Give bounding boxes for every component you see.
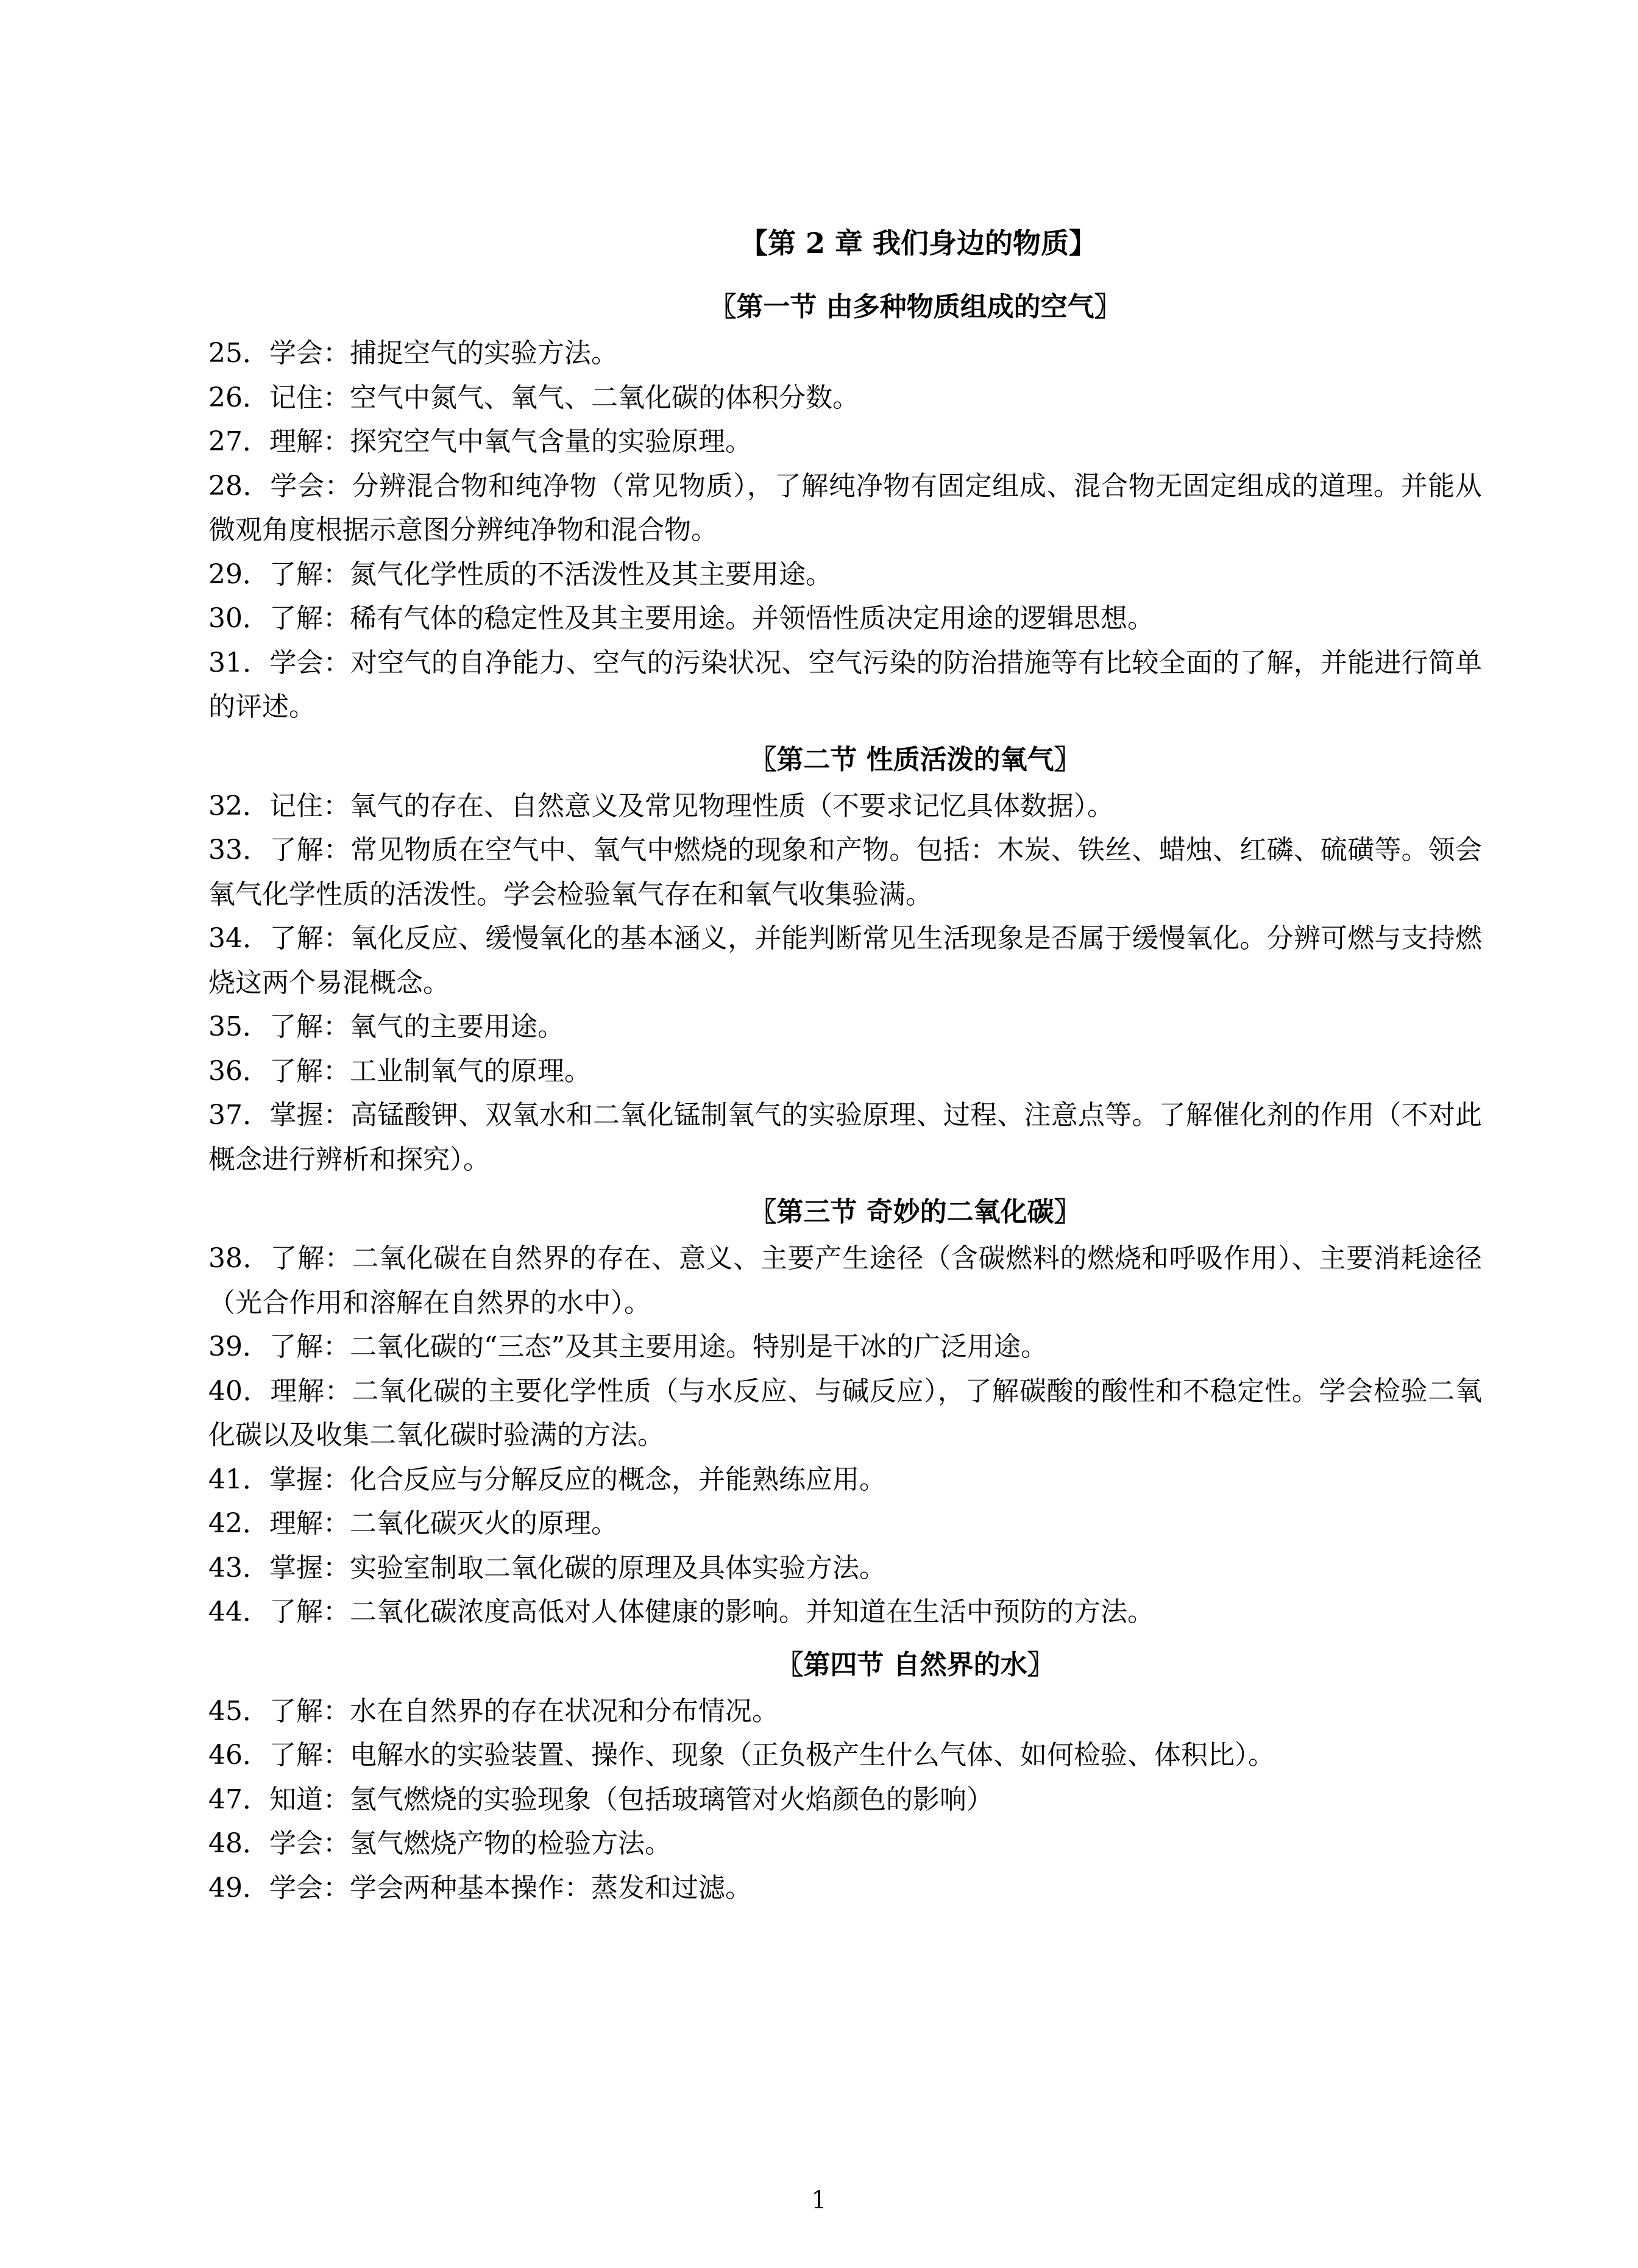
item-list bbox=[208, 1690, 1482, 1911]
list-item: 30．了解：稀有气体的稳定性及其主要用途。并领悟性质决定用途的逻辑思想。 bbox=[208, 603, 1154, 634]
list-item: 48．学会：氢气燃烧产物的检验方法。 bbox=[208, 1828, 672, 1859]
list-item: 29．了解：氮气化学性质的不活泼性及其主要用途。 bbox=[208, 558, 832, 590]
item-list bbox=[208, 332, 1482, 730]
section bbox=[208, 1195, 1482, 1635]
section-title: 〖第三节 奇妙的二氧化碳〗 bbox=[750, 1196, 1081, 1228]
page-number: 1 bbox=[811, 2186, 827, 2214]
list-item: 31．学会：对空气的自净能力、空气的污染状况、空气污染的防治措施等有比较全面的了解，并能进行简单的评述。 bbox=[208, 647, 1482, 722]
section bbox=[208, 743, 1482, 1182]
list-item: 28．学会：分辨混合物和纯净物（常见物质），了解纯净物有固定组成、混合物无固定组成的道理。并能从微观角度根据示意图分辨纯净物和混合物。 bbox=[208, 470, 1482, 546]
list-item: 41．掌握：化合反应与分解反应的概念，并能熟练应用。 bbox=[208, 1463, 886, 1495]
section-title: 〖第四节 自然界的水〗 bbox=[776, 1649, 1054, 1680]
list-item: 39．了解：二氧化碳的“三态”及其主要用途。特别是干冰的广泛用途。 bbox=[208, 1331, 1048, 1362]
section bbox=[208, 290, 1482, 730]
list-item: 26．记住：空气中氮气、氧气、二氧化碳的体积分数。 bbox=[208, 382, 859, 413]
section-title: 〖第一节 由多种物质组成的空气〗 bbox=[709, 291, 1121, 322]
sections-container bbox=[208, 290, 1482, 1910]
list-item: 33．了解：常见物质在空气中、氧气中燃烧的现象和产物。包括：木炭、铁丝、蜡烛、红磷、硫磺等。领会氧气化学性质的活泼性。学会检验氧气存在和氧气收集验满。 bbox=[208, 834, 1482, 910]
list-item: 40．理解：二氧化碳的主要化学性质（与水反应、与碱反应），了解碳酸的酸性和不稳定性。学会检验二氧化碳以及收集二氧化碳时验满的方法。 bbox=[208, 1375, 1482, 1451]
item-list bbox=[208, 1237, 1482, 1635]
list-item: 34．了解：氧化反应、缓慢氧化的基本涵义，并能判断常见生活现象是否属于缓慢氧化。分辨可燃与支持燃烧这两个易混概念。 bbox=[208, 923, 1482, 998]
chapter-title: 【第 2 章 我们身边的物质】 bbox=[739, 227, 1097, 260]
list-item: 47．知道：氢气燃烧的实验现象（包括玻璃管对火焰颜色的影响） bbox=[208, 1783, 993, 1815]
list-item: 44．了解：二氧化碳浓度高低对人体健康的影响。并知道在生活中预防的方法。 bbox=[208, 1596, 1154, 1627]
list-item: 38．了解：二氧化碳在自然界的存在、意义、主要产生途径（含碳燃料的燃烧和呼吸作用）、主要消耗途径（光合作用和溶解在自然界的水中）。 bbox=[208, 1243, 1482, 1318]
list-item: 43．掌握：实验室制取二氧化碳的原理及具体实验方法。 bbox=[208, 1552, 886, 1584]
list-item: 27．理解：探究空气中氧气含量的实验原理。 bbox=[208, 426, 752, 457]
section-title: 〖第二节 性质活泼的氧气〗 bbox=[750, 744, 1081, 775]
document-body bbox=[208, 226, 1482, 1910]
item-list bbox=[208, 784, 1482, 1182]
list-item: 49．学会：学会两种基本操作：蒸发和过滤。 bbox=[208, 1872, 752, 1904]
list-item: 46．了解：电解水的实验装置、操作、现象（正负极产生什么气体、如何检验、体积比）。 bbox=[208, 1740, 1275, 1771]
list-item: 35．了解：氧气的主要用途。 bbox=[208, 1011, 564, 1042]
list-item: 45．了解：水在自然界的存在状况和分布情况。 bbox=[208, 1695, 779, 1727]
list-item: 36．了解：工业制氧气的原理。 bbox=[208, 1055, 591, 1087]
section bbox=[208, 1648, 1482, 1911]
list-item: 37．掌握：高锰酸钾、双氧水和二氧化锰制氧气的实验原理、过程、注意点等。了解催化剂的作用（不对此概念进行辨析和探究）。 bbox=[208, 1100, 1482, 1175]
list-item: 32．记住：氧气的存在、自然意义及常见物理性质（不要求记忆具体数据）。 bbox=[208, 790, 1114, 822]
list-item: 42．理解：二氧化碳灭火的原理。 bbox=[208, 1508, 618, 1539]
list-item: 25．学会：捕捉空气的实验方法。 bbox=[208, 338, 618, 369]
